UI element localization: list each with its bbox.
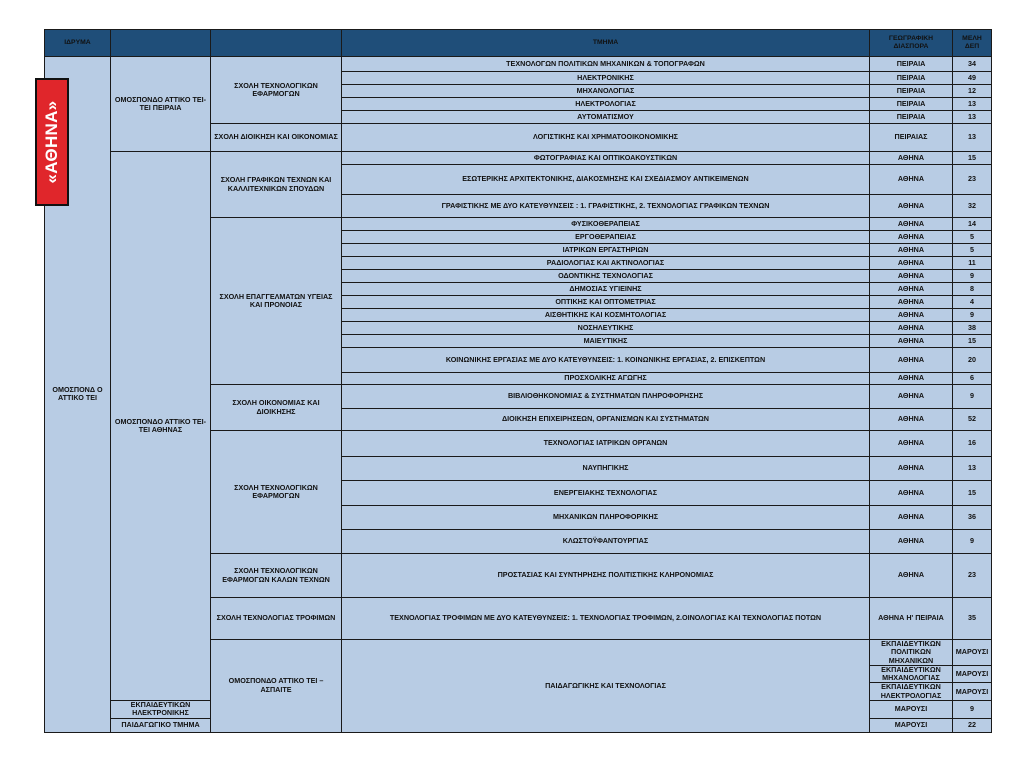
department-cell: ΕΚΠΑΙΔΕΥΤΙΚΩΝ ΗΛΕΚΤΡΟΝΙΚΗΣ xyxy=(111,700,211,718)
department-cell: ΜΗΧΑΝΙΚΩΝ ΠΛΗΡΟΦΟΡΙΚΗΣ xyxy=(342,506,870,530)
table-row xyxy=(45,57,992,72)
members-cell: 9 xyxy=(953,309,992,322)
members-cell: 6 xyxy=(953,373,992,385)
department-cell: ΕΚΠΑΙΔΕΥΤΙΚΩΝ ΗΛΕΚΤΡΟΛΟΓΙΑΣ xyxy=(870,683,953,701)
members-cell: 36 xyxy=(953,506,992,530)
members-cell: 22 xyxy=(953,718,992,732)
department-cell: ΤΕΧΝΟΛΟΓΩΝ ΠΟΛΙΤΙΚΩΝ ΜΗΧΑΝΙΚΩΝ & ΤΟΠΟΓΡΑΦΩΝ xyxy=(342,57,870,72)
departments-table xyxy=(44,29,992,733)
members-cell: 38 xyxy=(953,322,992,335)
region-cell: ΑΘΗΝΑ xyxy=(870,257,953,270)
members-cell: 23 xyxy=(953,554,992,598)
region-cell: ΠΕΙΡΑΙΑ xyxy=(870,85,953,98)
department-cell: ΗΛΕΚΤΡΟΛΟΓΙΑΣ xyxy=(342,98,870,111)
department-cell: ΟΔΟΝΤΙΚΗΣ ΤΕΧΝΟΛΟΓΙΑΣ xyxy=(342,270,870,283)
department-cell: ΔΙΟΙΚΗΣΗ ΕΠΙΧΕΙΡΗΣΕΩΝ, ΟΡΓΑΝΙΣΜΩΝ ΚΑΙ ΣΥΣΤΗΜΑΤΩΝ xyxy=(342,409,870,431)
region-cell: ΑΘΗΝΑ xyxy=(870,296,953,309)
region-cell: ΑΘΗΝΑ xyxy=(870,165,953,195)
department-cell: ΠΡΟΣΧΟΛΙΚΗΣ ΑΓΩΓΗΣ xyxy=(342,373,870,385)
header-department: ΤΜΗΜΑ xyxy=(342,30,870,57)
school-a-tech: ΣΧΟΛΗ ΤΕΧΝΟΛΟΓΙΚΩΝ ΕΦΑΡΜΟΓΩΝ xyxy=(211,431,342,554)
athens-stamp xyxy=(35,78,69,206)
header-institution: ΙΔΡΥΜΑ xyxy=(45,30,111,57)
region-cell: ΑΘΗΝΑ xyxy=(870,385,953,409)
school-s-ped: ΠΑΙΔΑΓΩΓΙΚΗΣ ΚΑΙ ΤΕΧΝΟΛΟΓΙΑΣ xyxy=(342,640,870,733)
members-cell: 9 xyxy=(953,530,992,554)
region-cell: ΑΘΗΝΑ xyxy=(870,152,953,165)
members-cell: 8 xyxy=(953,283,992,296)
members-cell: 20 xyxy=(953,348,992,373)
members-cell: 15 xyxy=(953,481,992,506)
department-cell: ΜΑΙΕΥΤΙΚΗΣ xyxy=(342,335,870,348)
department-cell: ΒΙΒΛΙΟΘΗΚΟΝΟΜΙΑΣ & ΣΥΣΤΗΜΑΤΩΝ ΠΛΗΡΟΦΟΡΗΣΗΣ xyxy=(342,385,870,409)
department-cell: ΛΟΓΙΣΤΙΚΗΣ ΚΑΙ ΧΡΗΜΑΤΟΟΙΚΟΝΟΜΙΚΗΣ xyxy=(342,124,870,152)
members-cell: 14 xyxy=(953,218,992,231)
region-cell: ΑΘΗΝΑ xyxy=(870,457,953,481)
school-a-health: ΣΧΟΛΗ ΕΠΑΓΓΕΛΜΑΤΩΝ ΥΓΕΙΑΣ ΚΑΙ ΠΡΟΝΟΙΑΣ xyxy=(211,218,342,385)
members-cell: 12 xyxy=(953,85,992,98)
department-cell: ΤΕΧΝΟΛΟΓΙΑΣ ΤΡΟΦΙΜΩΝ ΜΕ ΔΥΟ ΚΑΤΕΥΘΥΝΣΕΙΣ: 1. ΤΕΧΝΟΛΟΓΙΑΣ ΤΡΟΦΙΜΩΝ, 2.ΟΙΝΟΛΟΓΙΑΣ ΚΑΙ ΤΕΧΝΟΛΟΓΙΑΣ ΠΟΤΩΝ xyxy=(342,598,870,640)
department-cell: ΕΣΩΤΕΡΙΚΗΣ ΑΡΧΙΤΕΚΤΟΝΙΚΗΣ, ΔΙΑΚΟΣΜΗΣΗΣ ΚΑΙ ΣΧΕΔΙΑΣΜΟΥ ΑΝΤΙΚΕΙΜΕΝΩΝ xyxy=(342,165,870,195)
header-members: ΜΕΛΗ ΔΕΠ xyxy=(953,30,992,57)
members-cell: 5 xyxy=(953,244,992,257)
header-col-c xyxy=(211,30,342,57)
region-cell: ΑΘΗΝΑ xyxy=(870,195,953,218)
header-row xyxy=(45,30,992,57)
school-a-graphic: ΣΧΟΛΗ ΓΡΑΦΙΚΩΝ ΤΕΧΝΩΝ ΚΑΙ ΚΑΛΛΙΤΕΧΝΙΚΩΝ ΣΠΟΥΔΩΝ xyxy=(211,152,342,218)
department-cell: ΕΚΠΑΙΔΕΥΤΙΚΩΝ ΠΟΛΙΤΙΚΩΝ ΜΗΧΑΝΙΚΩΝ xyxy=(870,640,953,666)
members-cell: 15 xyxy=(953,335,992,348)
department-cell: ΠΡΟΣΤΑΣΙΑΣ ΚΑΙ ΣΥΝΤΗΡΗΣΗΣ ΠΟΛΙΤΙΣΤΙΚΗΣ ΚΛΗΡΟΝΟΜΙΑΣ xyxy=(342,554,870,598)
foundation-aspaite: ΟΜΟΣΠΟΝΔΟ ΑΤΤΙΚΟ ΤΕΙ – ΑΣΠΑΙΤΕ xyxy=(211,640,342,733)
department-cell: ΓΡΑΦΙΣΤΙΚΗΣ ΜΕ ΔΥΟ ΚΑΤΕΥΘΥΝΣΕΙΣ : 1. ΓΡΑΦΙΣΤΙΚΗΣ, 2. ΤΕΧΝΟΛΟΓΙΑΣ ΓΡΑΦΙΚΩΝ ΤΕΧΝΩΝ xyxy=(342,195,870,218)
region-cell: ΑΘΗΝΑ xyxy=(870,348,953,373)
members-cell: 5 xyxy=(953,231,992,244)
region-cell: ΑΘΗΝΑ xyxy=(870,481,953,506)
region-cell: ΑΘΗΝΑ xyxy=(870,309,953,322)
region-cell: ΜΑΡΟΥΣΙ xyxy=(953,665,992,683)
members-cell: 11 xyxy=(953,257,992,270)
department-cell: ΗΛΕΚΤΡΟΝΙΚΗΣ xyxy=(342,72,870,85)
region-cell: ΑΘΗΝΑ xyxy=(870,270,953,283)
header-col-b xyxy=(111,30,211,57)
members-cell: 15 xyxy=(953,152,992,165)
school-a-econ: ΣΧΟΛΗ ΟΙΚΟΝΟΜΙΑΣ ΚΑΙ ΔΙΟΙΚΗΣΗΣ xyxy=(211,385,342,431)
members-cell: 52 xyxy=(953,409,992,431)
department-cell: ΑΥΤΟΜΑΤΙΣΜΟΥ xyxy=(342,111,870,124)
department-cell: ΙΑΤΡΙΚΩΝ ΕΡΓΑΣΤΗΡΙΩΝ xyxy=(342,244,870,257)
region-cell: ΠΕΙΡΑΙΑ xyxy=(870,98,953,111)
members-cell: 13 xyxy=(953,111,992,124)
department-cell: ΕΡΓΟΘΕΡΑΠΕΙΑΣ xyxy=(342,231,870,244)
region-cell: ΑΘΗΝΑ xyxy=(870,335,953,348)
members-cell: 9 xyxy=(953,385,992,409)
members-cell: 34 xyxy=(953,57,992,72)
foundation-piraeus: ΟΜΟΣΠΟΝΔΟ ΑΤΤΙΚΟ ΤΕΙ- ΤΕΙ ΠΕΙΡΑΙΑ xyxy=(111,57,211,152)
department-cell: ΝΑΥΠΗΓΙΚΗΣ xyxy=(342,457,870,481)
members-cell: 23 xyxy=(953,165,992,195)
members-cell: 49 xyxy=(953,72,992,85)
region-cell: ΑΘΗΝΑ xyxy=(870,218,953,231)
region-cell: ΑΘΗΝΑ xyxy=(870,554,953,598)
region-cell: ΑΘΗΝΑ xyxy=(870,530,953,554)
members-cell: 13 xyxy=(953,124,992,152)
department-cell: ΔΗΜΟΣΙΑΣ ΥΓΙΕΙΝΗΣ xyxy=(342,283,870,296)
school-a-food: ΣΧΟΛΗ ΤΕΧΝΟΛΟΓΙΑΣ ΤΡΟΦΙΜΩΝ xyxy=(211,598,342,640)
region-cell: ΠΕΙΡΑΙΑ xyxy=(870,111,953,124)
region-cell: ΑΘΗΝΑ xyxy=(870,322,953,335)
department-cell: ΚΛΩΣΤΟΫΦΑΝΤΟΥΡΓΙΑΣ xyxy=(342,530,870,554)
members-cell: 16 xyxy=(953,431,992,457)
region-cell: ΑΘΗΝΑ Η' ΠΕΙΡΑΙΑ xyxy=(870,598,953,640)
department-cell: ΕΝΕΡΓΕΙΑΚΗΣ ΤΕΧΝΟΛΟΓΙΑΣ xyxy=(342,481,870,506)
region-cell: ΜΑΡΟΥΣΙ xyxy=(953,683,992,701)
department-cell: ΠΑΙΔΑΓΩΓΙΚΟ ΤΜΗΜΑ xyxy=(111,718,211,732)
department-cell: ΦΩΤΟΓΡΑΦΙΑΣ ΚΑΙ ΟΠΤΙΚΟΑΚΟΥΣΤΙΚΩΝ xyxy=(342,152,870,165)
region-cell: ΜΑΡΟΥΣΙ xyxy=(870,718,953,732)
department-cell: ΡΑΔΙΟΛΟΓΙΑΣ ΚΑΙ ΑΚΤΙΝΟΛΟΓΙΑΣ xyxy=(342,257,870,270)
members-cell: 4 xyxy=(953,296,992,309)
region-cell: ΜΑΡΟΥΣΙ xyxy=(870,700,953,718)
members-cell: 9 xyxy=(953,700,992,718)
region-cell: ΑΘΗΝΑ xyxy=(870,431,953,457)
department-cell: ΦΥΣΙΚΟΘΕΡΑΠΕΙΑΣ xyxy=(342,218,870,231)
department-cell: ΤΕΧΝΟΛΟΓΙΑΣ ΙΑΤΡΙΚΩΝ ΟΡΓΑΝΩΝ xyxy=(342,431,870,457)
region-cell: ΜΑΡΟΥΣΙ xyxy=(953,640,992,666)
region-cell: ΠΕΙΡΑΙΑΣ xyxy=(870,124,953,152)
school-p-tech: ΣΧΟΛΗ ΤΕΧΝΟΛΟΓΙΚΩΝ ΕΦΑΡΜΟΓΩΝ xyxy=(211,57,342,124)
foundation-athens: ΟΜΟΣΠΟΝΔΟ ΑΤΤΙΚΟ ΤΕΙ- ΤΕΙ ΑΘΗΝΑΣ xyxy=(111,152,211,701)
header-region: ΓΕΩΓΡΑΦΙΚΗ ΔΙΑΣΠΟΡΑ xyxy=(870,30,953,57)
region-cell: ΠΕΙΡΑΙΑ xyxy=(870,57,953,72)
members-cell: 35 xyxy=(953,598,992,640)
region-cell: ΑΘΗΝΑ xyxy=(870,244,953,257)
foundation-main: ΟΜΟΣΠΟΝΔ Ο ΑΤΤΙΚΟ ΤΕΙ xyxy=(45,57,111,733)
school-a-finearts: ΣΧΟΛΗ ΤΕΧΝΟΛΟΓΙΚΩΝ ΕΦΑΡΜΟΓΩΝ ΚΑΛΩΝ ΤΕΧΝΩΝ xyxy=(211,554,342,598)
department-cell: ΟΠΤΙΚΗΣ ΚΑΙ ΟΠΤΟΜΕΤΡΙΑΣ xyxy=(342,296,870,309)
department-cell: ΜΗΧΑΝΟΛΟΓΙΑΣ xyxy=(342,85,870,98)
school-p-admin: ΣΧΟΛΗ ΔΙΟΙΚΗΣΗ ΚΑΙ ΟΙΚΟΝΟΜΙΑΣ xyxy=(211,124,342,152)
region-cell: ΑΘΗΝΑ xyxy=(870,231,953,244)
members-cell: 32 xyxy=(953,195,992,218)
members-cell: 13 xyxy=(953,98,992,111)
table-row xyxy=(45,152,992,165)
members-cell: 9 xyxy=(953,270,992,283)
members-cell: 13 xyxy=(953,457,992,481)
department-cell: ΑΙΣΘΗΤΙΚΗΣ ΚΑΙ ΚΟΣΜΗΤΟΛΟΓΙΑΣ xyxy=(342,309,870,322)
department-cell: ΕΚΠΑΙΔΕΥΤΙΚΩΝ ΜΗΧΑΝΟΛΟΓΙΑΣ xyxy=(870,665,953,683)
department-cell: ΝΟΣΗΛΕΥΤΙΚΗΣ xyxy=(342,322,870,335)
department-cell: ΚΟΙΝΩΝΙΚΗΣ ΕΡΓΑΣΙΑΣ ΜΕ ΔΥΟ ΚΑΤΕΥΘΥΝΣΕΙΣ: 1. ΚΟΙΝΩΝΙΚΗΣ ΕΡΓΑΣΙΑΣ, 2. ΕΠΙΣΚΕΠΤΩΝ xyxy=(342,348,870,373)
region-cell: ΑΘΗΝΑ xyxy=(870,506,953,530)
region-cell: ΑΘΗΝΑ xyxy=(870,283,953,296)
region-cell: ΑΘΗΝΑ xyxy=(870,373,953,385)
athens-stamp-label: «ΑΘΗΝΑ» xyxy=(42,100,61,184)
region-cell: ΠΕΙΡΑΙΑ xyxy=(870,72,953,85)
region-cell: ΑΘΗΝΑ xyxy=(870,409,953,431)
